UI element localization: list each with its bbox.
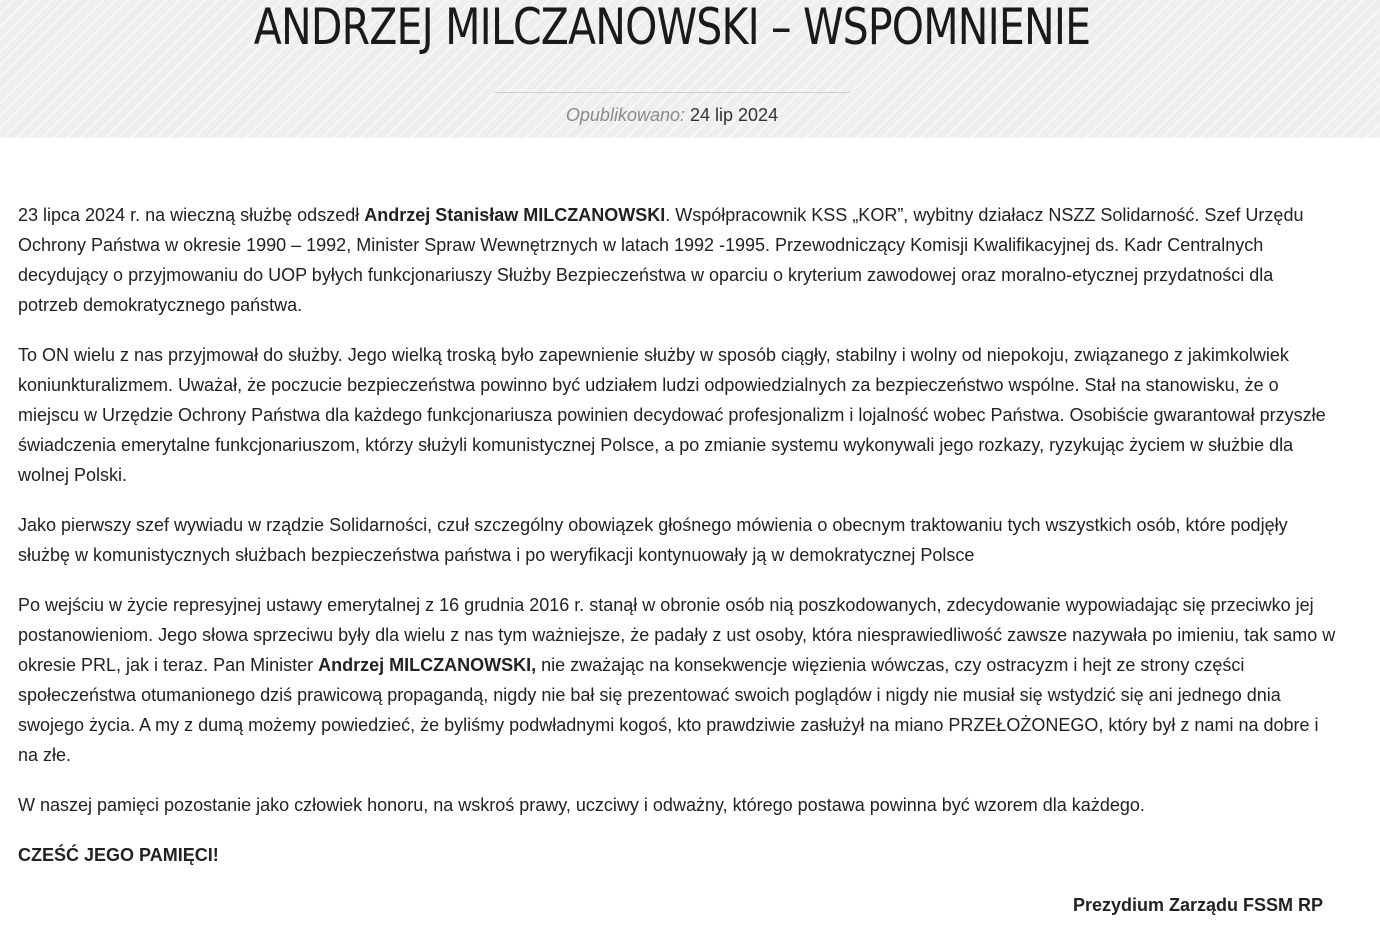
article-body bbox=[18, 200, 1338, 940]
paragraph-1 bbox=[18, 200, 1338, 320]
closing-line: CZEŚĆ JEGO PAMIĘCI! bbox=[18, 845, 219, 865]
published-label: Opublikowano: bbox=[565, 105, 685, 125]
paragraph-2: To ON wielu z nas przyjmował do służby. Jego wielką troską było zapewnienie służby w sposób ciągły, stabilny i wolny od niepokoju, związanego z jakimkolwiek koniunkturalizmem. Uważał, że poczucie bezpieczeństwa powinno być udziałem ludzi odpowiedzialnych za bezpieczeństwo wspólne. Stał na stanowisku, że o miejscu w Urzędzie Ochrony Państwa dla każdego funkcjonariusza powinien decydować profesjonalizm i lojalność wobec Państwa. Osobiście gwarantował przyszłe świadczenia emerytalne funkcjonariuszom, którzy służyli komunistycznej Polsce, a po zmianie systemu wykonywali jego rozkazy, ryzykując życiem w służbie dla wolnej Polski. bbox=[18, 345, 1326, 485]
page-header bbox=[0, 0, 1380, 138]
person-name-short: Andrzej MILCZANOWSKI, bbox=[318, 655, 537, 675]
published-line bbox=[0, 103, 1344, 127]
page-title: ANDRZEJ MILCZANOWSKI – WSPOMNIENIE bbox=[253, 0, 1091, 56]
paragraph-5: W naszej pamięci pozostanie jako człowiek honoru, na wskroś prawy, uczciwy i odważny, którego postawa powinna być wzorem dla każdego. bbox=[18, 795, 1145, 815]
title-divider bbox=[494, 92, 850, 93]
paragraph-4-lead: Po wejściu w życie represyjnej ustawy emerytalnej z 16 grudnia 2016 r. stanął w obronie osób nią poszkodowanych, zdecydowanie wypowiadając się przeciwko jej postanowieniom. Jego słowa sprzeciwu były dla wielu z nas tym ważniejsze, że padały z ust osoby, która niesprawiedliwość zawsze nazywała po imieniu, tak samo w okresie PRL, jak i teraz. Pan Minister bbox=[18, 595, 1336, 675]
published-date: 24 lip 2024 bbox=[690, 105, 779, 125]
paragraph-1-lead: 23 lipca 2024 r. na wieczną służbę odszedł bbox=[18, 205, 365, 225]
paragraph-4 bbox=[18, 590, 1338, 770]
paragraph-4-rest: nie zważając na konsekwencje więzienia wówczas, czy ostracyzm i hejt ze strony części społeczeństwa otumanionego dziś prawicową propagandą, nigdy nie bał się prezentować swoich poglądów i nigdy nie musiał się wstydzić się ani jednego dnia swojego życia. A my z dumą możemy powiedzieć, że byliśmy podwładnymi kogoś, kto prawdziwie zasłużył na miano PRZEŁOŻONEGO, który był z nami na dobre i na złe. bbox=[18, 655, 1319, 765]
person-name: Andrzej Stanisław MILCZANOWSKI bbox=[364, 205, 666, 225]
paragraph-1-rest: . Współpracownik KSS „KOR”, wybitny działacz NSZZ Solidarność. Szef Urzędu Ochrony Państwa w okresie 1990 – 1992, Minister Spraw Wewnętrznych w latach 1992 -1995. Przewodniczący Komisji Kwalifikacyjnej ds. Kadr Centralnych decydujący o przyjmowaniu do UOP byłych funkcjonariuszy Służby Bezpieczeństwa w oparciu o kryterium zawodowej oraz moralno-etycznej przydatności dla potrzeb demokratycznego państwa. bbox=[18, 205, 1304, 315]
signature: Prezydium Zarządu FSSM RP bbox=[1072, 895, 1323, 915]
paragraph-3: Jako pierwszy szef wywiadu w rządzie Solidarności, czuł szczególny obowiązek głośnego mówienia o obecnym traktowaniu tych wszystkich osób, które podjęły służbę w komunistycznych służbach bezpieczeństwa państwa i po weryfikacji kontynuowały ją w demokratycznej Polsce bbox=[18, 515, 1288, 565]
